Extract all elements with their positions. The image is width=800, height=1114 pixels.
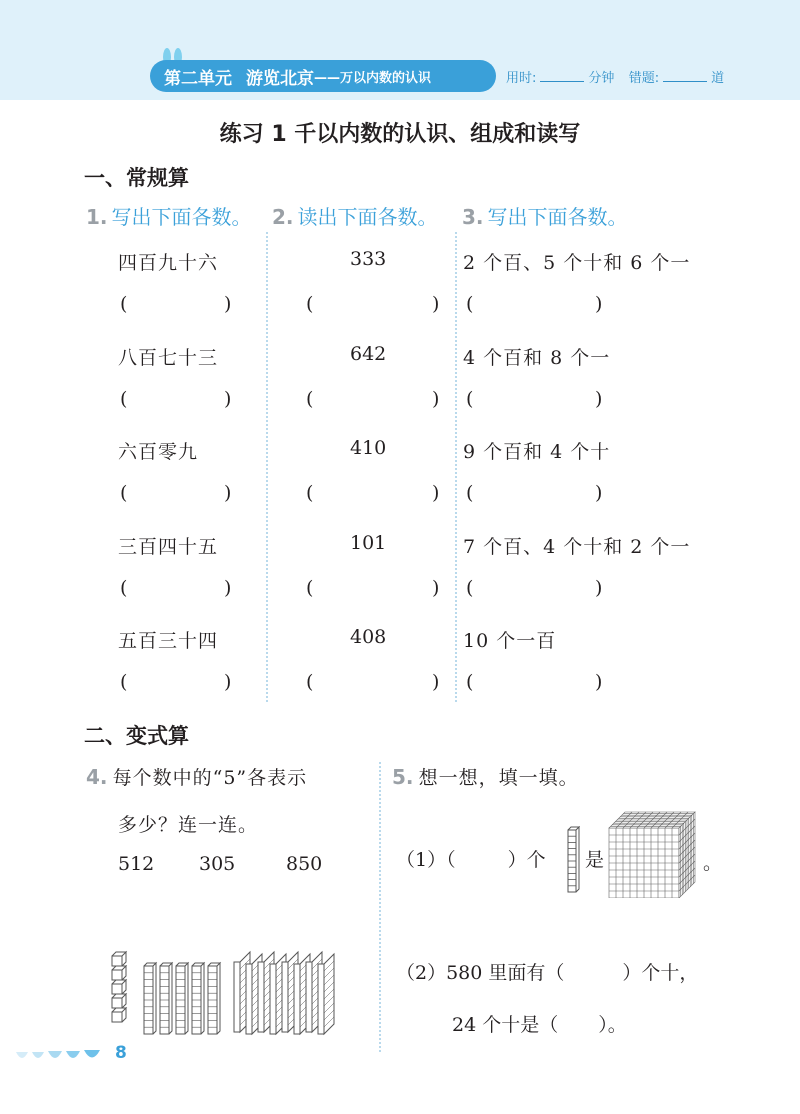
- answer-blank[interactable]: [480, 479, 591, 509]
- q3-item: 10 个一百: [463, 630, 557, 652]
- unit-banner: [150, 60, 496, 92]
- q3-title: [462, 201, 628, 230]
- q1-number: 1.: [86, 205, 108, 229]
- thousand-cube-icon: [607, 810, 699, 898]
- answer-paren-open: (: [120, 482, 128, 504]
- answer-paren-close: ): [224, 482, 232, 504]
- section2-heading: 二、变式算: [84, 724, 189, 748]
- answer-paren-close: ): [595, 576, 603, 599]
- time-record: [506, 67, 724, 86]
- q3-text: 写出下面各数。: [487, 205, 628, 229]
- ones-cubes: [112, 952, 126, 1022]
- answer-paren-open: (: [466, 293, 474, 315]
- q2-item: 410: [350, 437, 387, 459]
- q4-line1: 每个数中的“5”各表示: [112, 767, 308, 789]
- q1-item: 五百三十四: [118, 630, 219, 652]
- q3-item: 7 个百、4 个十和 2 个一: [463, 535, 691, 558]
- section1-heading: 一、常规算: [84, 166, 189, 190]
- answer-paren-open: (: [306, 387, 314, 410]
- unit-title: 游览北京: [246, 68, 314, 89]
- q3-item: 2 个百、5 个十和 6 个一: [463, 252, 691, 274]
- answer-blank[interactable]: [320, 290, 428, 320]
- page-title: 练习 1 千以内数的认识、组成和读写: [219, 122, 581, 147]
- q3-item: 4 个百和 8 个一: [463, 346, 611, 369]
- answer-paren-close: ): [432, 576, 440, 599]
- answer-blank[interactable]: [320, 479, 428, 509]
- q4-line2: 多少？连一连。: [118, 814, 259, 836]
- base-ten-blocks-illustration: [104, 940, 364, 1040]
- q5-part1-mid: ）个: [507, 849, 546, 871]
- q4-number: 4.: [86, 765, 108, 789]
- q1-item: 三百四十五: [118, 535, 219, 558]
- errors-blank[interactable]: [663, 81, 707, 82]
- answer-paren-open: (: [466, 576, 474, 599]
- ten-rod-icon: [566, 826, 580, 894]
- time-blank[interactable]: [540, 81, 584, 82]
- answer-paren-open: (: [306, 293, 314, 315]
- answer-blank[interactable]: [320, 668, 428, 698]
- q3-item: 9 个百和 4 个十: [463, 441, 611, 463]
- answer-blank[interactable]: [134, 574, 220, 604]
- answer-paren-close: ): [595, 293, 603, 315]
- answer-paren-close: ): [595, 387, 603, 410]
- answer-paren-open: (: [466, 387, 474, 410]
- q2-number: 2.: [272, 205, 294, 229]
- answer-blank[interactable]: [480, 385, 591, 415]
- time-label: 用时:: [506, 71, 537, 86]
- answer-paren-close: ): [595, 482, 603, 504]
- page-number: 8: [115, 1043, 127, 1063]
- answer-paren-open: (: [120, 671, 128, 693]
- answer-blank[interactable]: [134, 479, 220, 509]
- answer-paren-close: ): [432, 387, 440, 410]
- column-divider: [379, 762, 381, 1052]
- answer-paren-open: (: [120, 293, 128, 315]
- answer-paren-open: (: [306, 576, 314, 599]
- q2-item: 408: [350, 626, 387, 648]
- q5-part2: [396, 958, 698, 985]
- q2-text: 读出下面各数。: [297, 205, 438, 229]
- answer-blank[interactable]: [134, 290, 220, 320]
- answer-paren-close: ): [432, 482, 440, 504]
- answer-paren-open: (: [120, 576, 128, 599]
- answer-paren-open: (: [306, 671, 314, 693]
- answer-paren-close: ): [595, 671, 603, 693]
- q2-item: 333: [350, 248, 387, 270]
- q5-part2-end: ）个十，: [622, 962, 699, 984]
- q5-part3-label: 24 个十是（: [452, 1014, 559, 1036]
- answer-blank[interactable]: [134, 385, 220, 415]
- q5-part1: [396, 845, 546, 872]
- answer-paren-close: ): [224, 576, 232, 599]
- answer-blank[interactable]: [480, 668, 591, 698]
- q5-part1-is: 是: [585, 849, 606, 871]
- q2-item: 642: [350, 342, 387, 365]
- q4-prompt: [86, 763, 307, 790]
- answer-paren-close: ): [224, 293, 232, 315]
- q1-text: 写出下面各数。: [111, 205, 252, 229]
- q1-item: 四百九十六: [118, 252, 219, 274]
- answer-paren-close: ): [432, 671, 440, 693]
- q5-title: 想一想，填一填。: [418, 767, 579, 789]
- q2-title: [272, 201, 438, 230]
- answer-blank[interactable]: [480, 574, 591, 604]
- answer-paren-open: (: [466, 671, 474, 693]
- q1-item: 八百七十三: [118, 346, 219, 369]
- answer-paren-open: (: [466, 482, 474, 504]
- q5-number: 5.: [392, 765, 414, 789]
- answer-blank[interactable]: [134, 668, 220, 698]
- answer-paren-open: (: [306, 482, 314, 504]
- q5-part2-label: （2）580 里面有（: [396, 962, 565, 984]
- q1-title: [86, 201, 252, 230]
- q5-part3-end: ）。: [598, 1014, 627, 1036]
- errors-unit: 道: [711, 71, 725, 86]
- answer-paren-open: (: [120, 387, 128, 410]
- unit-subtitle: ——万以内数的认识: [314, 70, 432, 86]
- answer-paren-close: ): [224, 671, 232, 693]
- unit-number: 第二单元: [164, 68, 232, 89]
- q4-number-850: 850: [286, 853, 323, 875]
- tens-rods: [144, 963, 220, 1034]
- errors-label: 错题:: [628, 71, 660, 86]
- q5-part1-end: 。: [703, 852, 724, 874]
- q3-number: 3.: [462, 205, 484, 229]
- q5-part1-label: （1）（: [396, 849, 456, 871]
- answer-blank[interactable]: [320, 385, 428, 415]
- answer-paren-close: ): [432, 293, 440, 315]
- time-unit: 分钟: [588, 71, 615, 86]
- column-divider: [266, 232, 268, 702]
- q1-item: 六百零九: [118, 441, 199, 463]
- answer-paren-close: ): [224, 387, 232, 410]
- q2-item: 101: [350, 531, 387, 554]
- q5-part3: [452, 1010, 627, 1037]
- hundreds-flats: [234, 952, 334, 1034]
- column-divider: [455, 232, 457, 702]
- q4-number-512: 512: [118, 853, 155, 875]
- answer-blank[interactable]: [320, 574, 428, 604]
- q5-prompt: [392, 763, 579, 790]
- q4-number-305: 305: [199, 853, 236, 875]
- answer-blank[interactable]: [480, 290, 591, 320]
